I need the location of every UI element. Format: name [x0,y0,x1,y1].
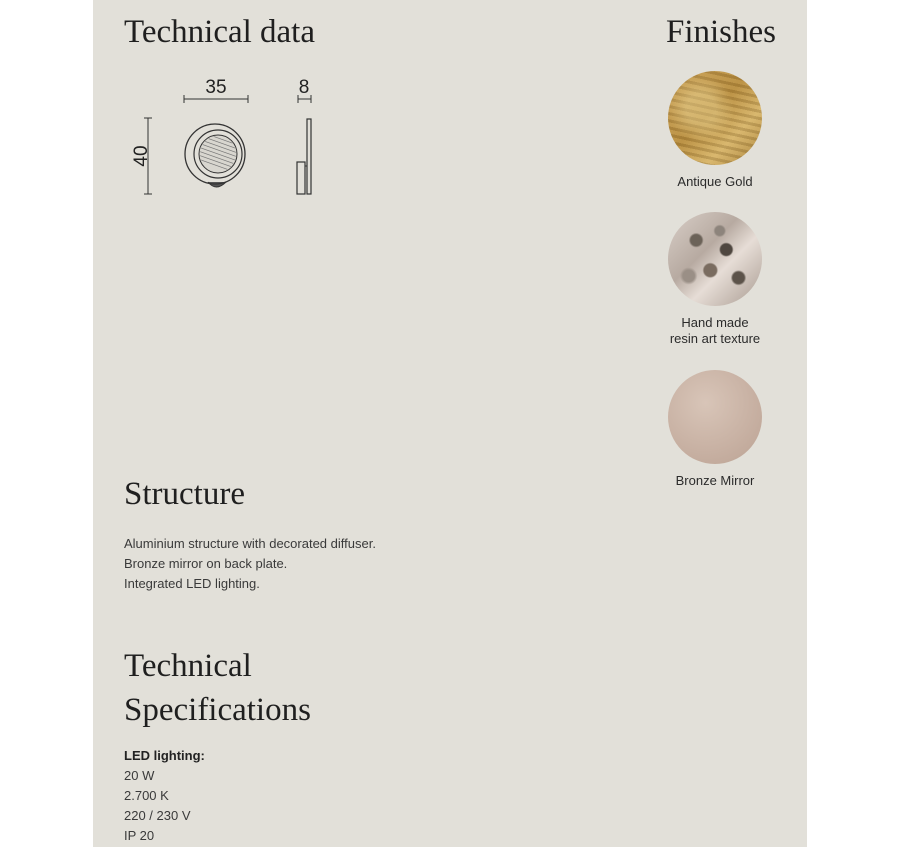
front-view-icon [185,124,246,187]
finish-resin-art [645,212,785,347]
depth-dimension-label: 8 [298,77,310,98]
led-specs [124,746,205,846]
spec-value: 220 / 230 V [124,808,191,823]
technical-data-heading: Technical data [124,14,315,50]
spec-value: 2.700 K [124,788,169,803]
finish-label: Bronze Mirror [675,473,755,488]
structure-line: Integrated LED lighting. [124,576,260,591]
led-lighting-title: LED lighting: [124,748,205,763]
dimension-drawing [120,70,330,200]
height-dimension-label: 40 [131,145,152,167]
finish-label: Antique Gold [677,174,753,189]
width-dimension-label: 35 [205,77,227,98]
finish-label: Hand made [681,315,749,330]
structure-heading: Structure [124,476,245,512]
finish-label: resin art texture [669,331,761,346]
heading-line: Technical [124,648,252,684]
structure-description [124,534,376,594]
heading-line: Specifications [124,692,311,728]
antique-gold-swatch [668,71,762,165]
finish-antique-gold [645,71,785,190]
structure-line: Bronze mirror on back plate. [124,556,288,571]
bronze-mirror-swatch [668,370,762,464]
resin-art-swatch [668,212,762,306]
structure-line: Aluminium structure with decorated diffuser. [124,536,376,551]
spec-value: 20 W [124,768,155,783]
technical-specifications-heading [124,644,424,732]
side-view-icon [297,119,311,194]
spec-value: IP 20 [124,828,155,843]
finish-bronze-mirror [645,370,785,489]
finishes-heading: Finishes [665,14,776,50]
